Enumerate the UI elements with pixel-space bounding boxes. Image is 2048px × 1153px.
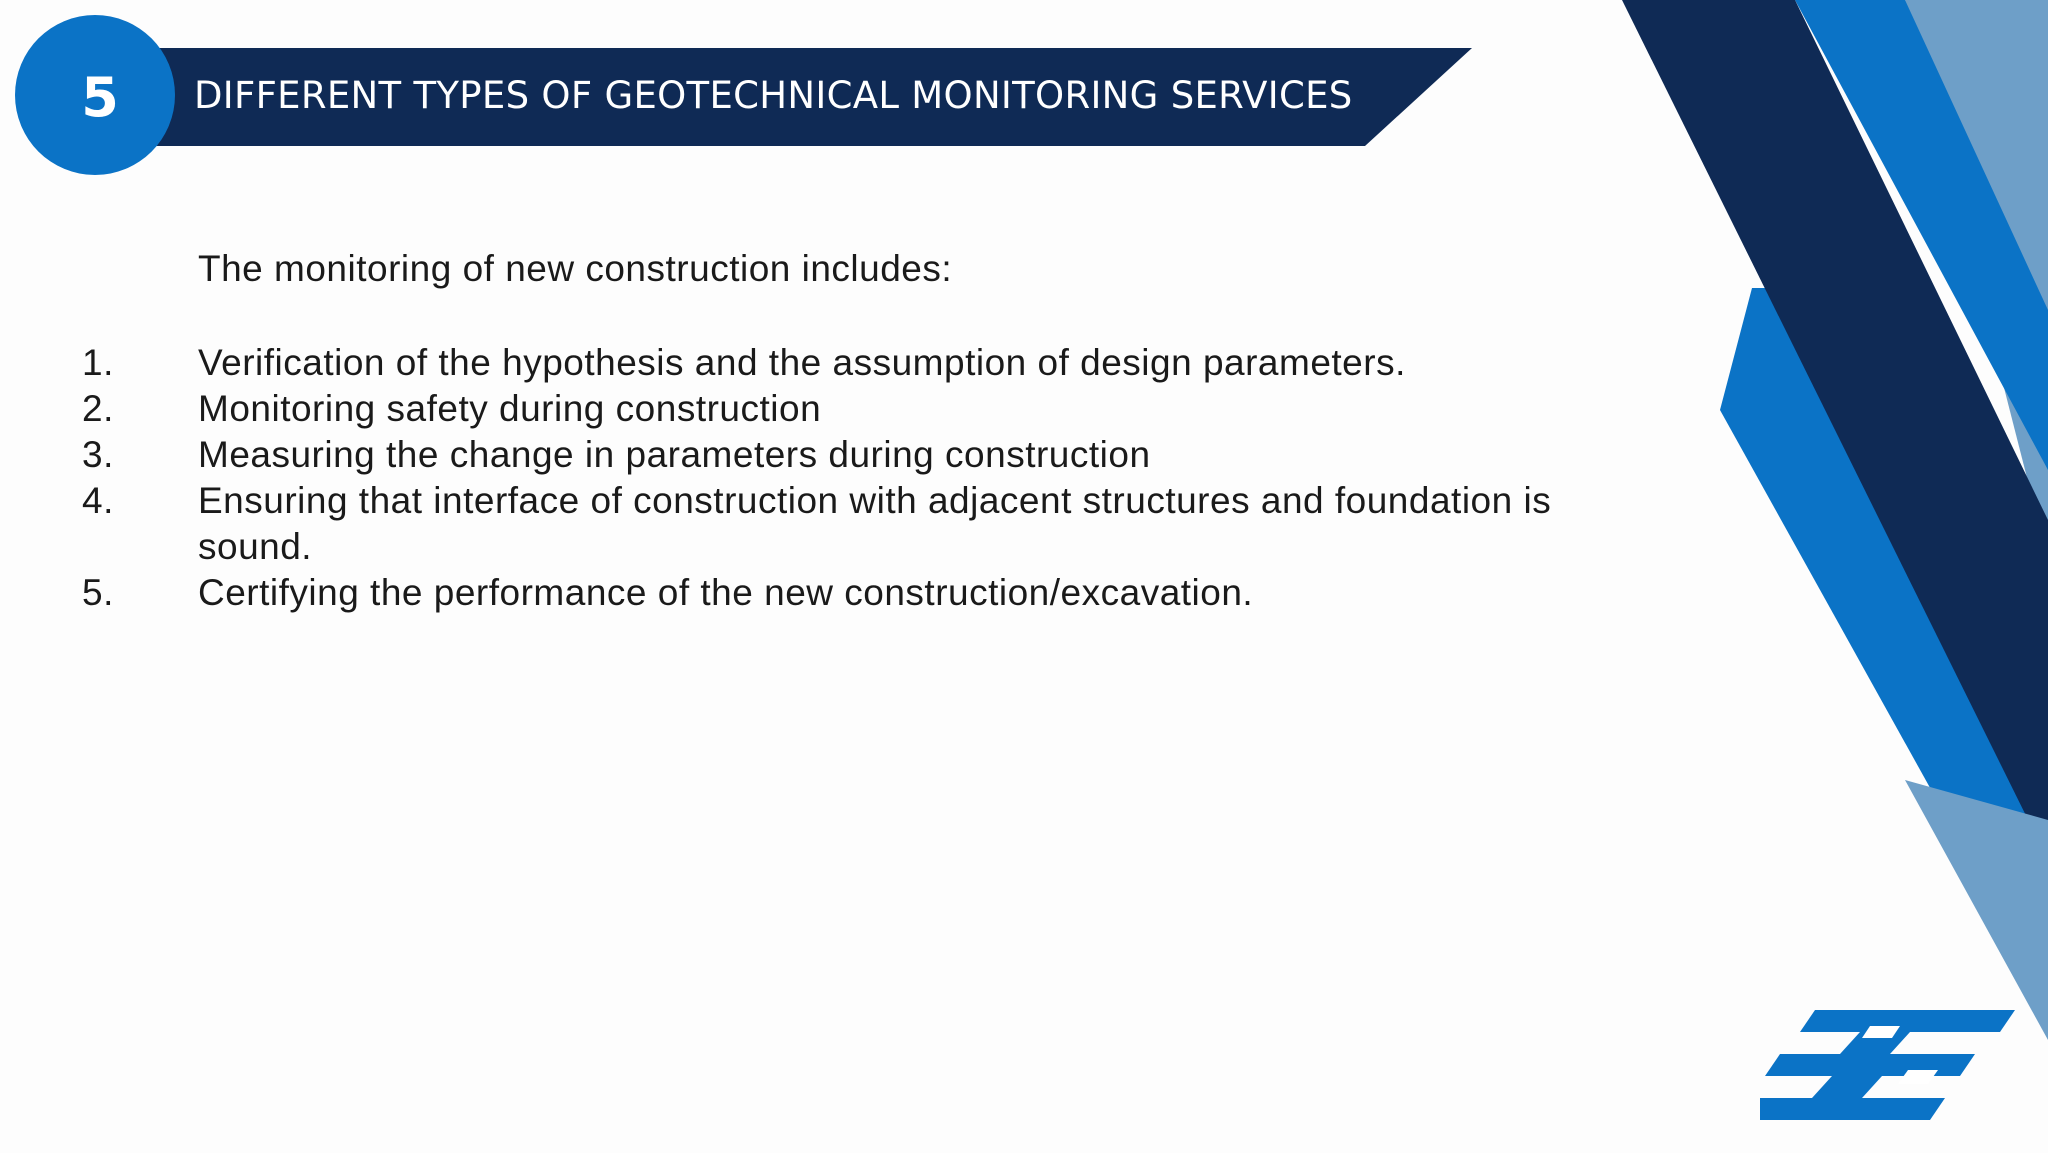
list-item-text: Monitoring safety during construction xyxy=(198,388,822,429)
intro-text: The monitoring of new construction includes: xyxy=(198,248,953,289)
list-item-text: Measuring the change in parameters during construction xyxy=(198,434,1151,475)
list-item xyxy=(0,478,1658,570)
list-item-number: 1. xyxy=(82,342,114,383)
list-item xyxy=(0,340,1658,386)
section-number: 5 xyxy=(81,66,119,129)
list-item-number: 2. xyxy=(82,388,114,429)
numbered-list xyxy=(0,340,1658,616)
slide-title: DIFFERENT TYPES OF GEOTECHNICAL MONITORING SERVICES xyxy=(194,74,1353,117)
list-item-text: Verification of the hypothesis and the assumption of design parameters. xyxy=(198,342,1406,383)
company-logo-icon xyxy=(1760,1010,2015,1120)
list-item-number: 4. xyxy=(82,480,114,521)
light-blue-stripe-bottom xyxy=(1905,780,2048,1040)
list-item-number: 5. xyxy=(82,572,114,613)
list-item-text: Ensuring that interface of construction with adjacent structures and foundation is sound. xyxy=(198,480,1552,567)
list-item xyxy=(0,432,1658,478)
list-item xyxy=(0,570,1658,616)
list-item-number: 3. xyxy=(82,434,114,475)
list-item-text: Certifying the performance of the new construction/excavation. xyxy=(198,572,1254,613)
list-item xyxy=(0,386,1658,432)
